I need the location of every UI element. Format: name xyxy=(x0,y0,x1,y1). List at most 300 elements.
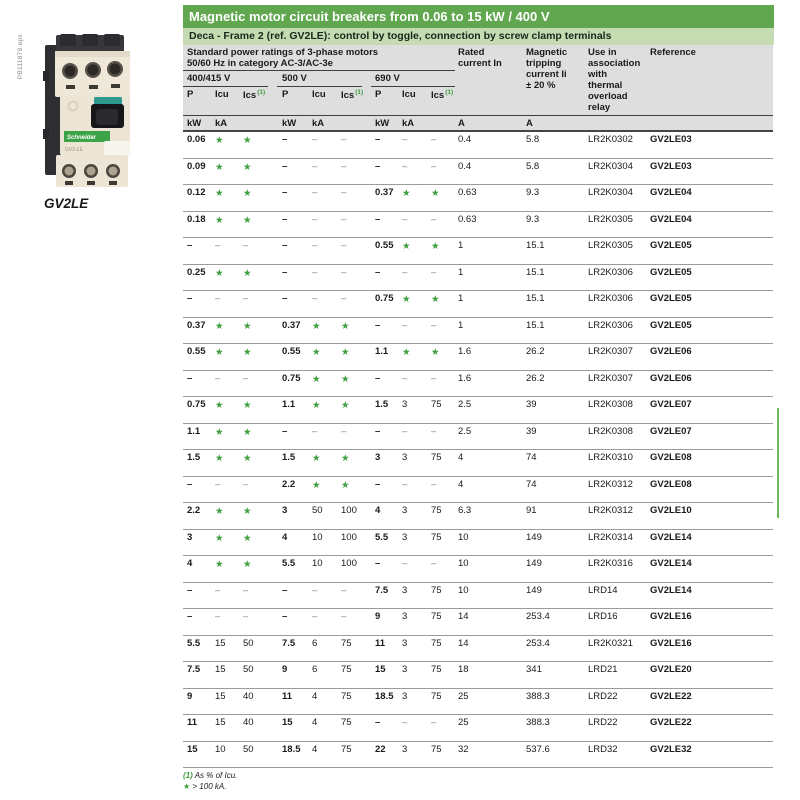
star-icon-icu-400415: ★ xyxy=(215,214,224,226)
cell-reference: GV2LE05 xyxy=(650,266,692,278)
table-row xyxy=(183,503,773,530)
cell-icu-500: 6 xyxy=(312,637,318,649)
star-icon-ics-400415: ★ xyxy=(243,453,252,464)
cell-overload-relay-ref: LR2K0304 xyxy=(588,160,633,172)
star-icon-ics-400415: ★ xyxy=(243,347,252,358)
subcol-header: Ics$^{(1)}$ xyxy=(243,89,266,101)
cell-icu-500: – xyxy=(312,240,318,251)
unit-label: kW xyxy=(282,118,297,129)
cell-p-400415: 2.2 xyxy=(187,505,201,516)
cell-ics-690: – xyxy=(431,717,437,728)
star-icon-ics-400415: ★ xyxy=(243,320,252,332)
cell-icu-500: – xyxy=(312,213,318,225)
cell-ics-690: – xyxy=(431,266,437,278)
cell-ics-500: – xyxy=(341,584,347,596)
cell-p-400415: 9 xyxy=(187,690,193,702)
star-icon-icu-400415: ★ xyxy=(215,267,224,279)
subcol-header: Icu xyxy=(312,89,326,100)
cell-p-690: 18.5 xyxy=(375,690,394,702)
cell-ics-500: – xyxy=(341,187,347,198)
divider-line xyxy=(277,86,362,87)
cell-overload-relay-ref: LR2K0305 xyxy=(588,240,633,251)
cell-magnetic-tripping-ii: 388.3 xyxy=(526,717,550,728)
cell-icu-690: 3 xyxy=(402,690,408,702)
table-row xyxy=(183,212,773,239)
cell-icu-400415: 15 xyxy=(215,664,226,675)
table-row xyxy=(183,742,773,769)
cell-reference: GV2LE14 xyxy=(650,584,692,596)
cell-p-500: – xyxy=(282,584,288,596)
cell-icu-690: 3 xyxy=(402,664,408,675)
cell-p-690: 7.5 xyxy=(375,584,389,596)
cell-p-500: 0.37 xyxy=(282,319,301,331)
cell-magnetic-tripping-ii: 5.8 xyxy=(526,134,540,145)
cell-icu-400415: – xyxy=(215,293,221,304)
cell-icu-400415: 15 xyxy=(215,717,226,728)
star-icon-icu-400415: ★ xyxy=(215,453,224,464)
table-row xyxy=(183,291,773,318)
cell-rated-current-in: 2.5 xyxy=(458,425,472,437)
cell-p-400415: 5.5 xyxy=(187,637,201,649)
cell-p-400415: 15 xyxy=(187,743,198,755)
cell-overload-relay-ref: LRD22 xyxy=(588,690,618,702)
divider-line xyxy=(183,86,268,87)
cell-magnetic-tripping-ii: 74 xyxy=(526,478,537,490)
cell-icu-690: – xyxy=(402,717,408,728)
cell-magnetic-tripping-ii: 15.1 xyxy=(526,240,545,251)
cell-icu-400415: – xyxy=(215,611,221,622)
cell-p-690: 15 xyxy=(375,664,386,675)
cell-ics-500: 100 xyxy=(341,505,357,516)
subcol-header: Icu xyxy=(402,89,416,100)
cell-icu-690: 3 xyxy=(402,611,408,622)
cell-p-690: – xyxy=(375,213,381,225)
cell-p-400415: – xyxy=(187,478,193,490)
unit-label: kA xyxy=(312,118,325,129)
star-icon-ics-500: ★ xyxy=(341,373,350,385)
cell-magnetic-tripping-ii: 15.1 xyxy=(526,293,545,304)
star-icon-icu-690: ★ xyxy=(402,188,411,199)
star-icon-icu-400415: ★ xyxy=(215,135,224,146)
device-model-text: GV2-LE xyxy=(65,147,83,153)
cell-ics-500: – xyxy=(341,160,347,172)
cell-magnetic-tripping-ii: 74 xyxy=(526,452,537,463)
cell-icu-690: – xyxy=(402,266,408,278)
cell-icu-400415: 10 xyxy=(215,743,226,755)
cell-ics-500: – xyxy=(341,240,347,251)
footnote-text: As % of Icu. xyxy=(192,771,238,780)
cell-magnetic-tripping-ii: 15.1 xyxy=(526,266,545,278)
table-row xyxy=(183,636,773,663)
cell-p-500: 2.2 xyxy=(282,478,296,490)
cell-ics-690: – xyxy=(431,134,437,145)
cell-overload-relay-ref: LR2K0310 xyxy=(588,452,633,463)
unit-label: kW xyxy=(187,118,202,129)
cell-p-690: 5.5 xyxy=(375,531,389,543)
cell-ics-500: – xyxy=(341,611,347,622)
cell-icu-690: – xyxy=(402,478,408,490)
cell-ics-400415: – xyxy=(243,478,249,490)
cell-magnetic-tripping-ii: 26.2 xyxy=(526,372,545,384)
star-icon-icu-400415: ★ xyxy=(215,426,224,438)
group-header-line2: 50/60 Hz in category AC-3/AC-3e xyxy=(187,58,333,69)
cell-icu-500: 6 xyxy=(312,664,318,675)
table-row xyxy=(183,477,773,504)
cell-icu-500: 4 xyxy=(312,743,318,755)
magnetic-tripping-header: Magnetic xyxy=(526,47,568,58)
cell-rated-current-in: 1 xyxy=(458,266,464,278)
cell-icu-500: – xyxy=(312,187,318,198)
cell-magnetic-tripping-ii: 9.3 xyxy=(526,213,540,225)
cell-reference: GV2LE22 xyxy=(650,690,692,702)
cell-reference: GV2LE08 xyxy=(650,452,692,463)
cell-overload-relay-ref: LR2K0307 xyxy=(588,372,633,384)
cell-icu-500: – xyxy=(312,293,318,304)
cell-overload-relay-ref: LRD14 xyxy=(588,584,618,596)
star-icon-icu-500: ★ xyxy=(312,400,321,411)
cell-overload-relay-ref: LRD22 xyxy=(588,717,618,728)
cell-magnetic-tripping-ii: 26.2 xyxy=(526,346,545,357)
rated-current-header: current In xyxy=(458,58,502,69)
table-row xyxy=(183,530,773,557)
subcol-header: P xyxy=(375,89,382,100)
subcol-header: Ics$^{(1)}$ xyxy=(431,89,454,101)
cell-overload-relay-ref: LR2K0308 xyxy=(588,425,633,437)
table-row xyxy=(183,662,773,689)
cell-p-400415: 0.37 xyxy=(187,319,206,331)
cell-overload-relay-ref: LR2K0306 xyxy=(588,293,633,304)
cell-p-500: – xyxy=(282,266,288,278)
cell-p-690: – xyxy=(375,372,381,384)
table-row xyxy=(183,556,773,583)
product-photo xyxy=(42,33,138,193)
star-icon-icu-400415: ★ xyxy=(215,506,224,517)
cell-ics-690: 75 xyxy=(431,452,442,463)
cell-p-500: 0.75 xyxy=(282,372,301,384)
table-row xyxy=(183,265,773,292)
cell-rated-current-in: 0.63 xyxy=(458,213,477,225)
cell-magnetic-tripping-ii: 39 xyxy=(526,399,537,410)
star-icon-ics-690: ★ xyxy=(431,347,440,358)
star-icon-icu-400415: ★ xyxy=(215,559,224,570)
cell-p-400415: – xyxy=(187,240,193,251)
cell-overload-relay-ref: LR2K0306 xyxy=(588,266,633,278)
cell-reference: GV2LE32 xyxy=(650,743,692,755)
cell-icu-690: 3 xyxy=(402,399,408,410)
cell-rated-current-in: 14 xyxy=(458,611,469,622)
star-icon-ics-400415: ★ xyxy=(243,135,252,146)
cell-ics-690: – xyxy=(431,425,437,437)
cell-p-500: 4 xyxy=(282,531,288,543)
cell-p-690: 3 xyxy=(375,452,381,463)
cell-ics-690: – xyxy=(431,372,437,384)
star-icon-ics-690: ★ xyxy=(431,241,440,252)
star-icon-ics-690: ★ xyxy=(431,294,440,305)
overload-relay-header: overload xyxy=(588,91,628,102)
cell-p-500: 7.5 xyxy=(282,637,296,649)
cell-ics-400415: – xyxy=(243,372,249,384)
cell-ics-690: 75 xyxy=(431,664,442,675)
cell-rated-current-in: 1.6 xyxy=(458,372,472,384)
cell-p-500: – xyxy=(282,240,288,251)
cell-rated-current-in: 10 xyxy=(458,584,469,596)
cell-magnetic-tripping-ii: 341 xyxy=(526,664,542,675)
star-icon-icu-690: ★ xyxy=(402,241,411,252)
cell-p-690: 4 xyxy=(375,505,381,516)
cell-rated-current-in: 2.5 xyxy=(458,399,472,410)
cell-icu-690: – xyxy=(402,425,408,437)
cell-rated-current-in: 1 xyxy=(458,319,464,331)
cell-reference: GV2LE06 xyxy=(650,372,692,384)
star-icon-ics-400415: ★ xyxy=(243,267,252,279)
cell-p-400415: 0.06 xyxy=(187,134,206,145)
magnetic-tripping-header: current Ii xyxy=(526,69,567,80)
divider-line xyxy=(183,70,455,71)
table-row xyxy=(183,583,773,610)
cell-icu-690: – xyxy=(402,160,408,172)
cell-ics-500: 75 xyxy=(341,743,352,755)
cell-icu-500: 4 xyxy=(312,690,318,702)
cell-overload-relay-ref: LRD32 xyxy=(588,743,618,755)
cell-icu-400415: – xyxy=(215,372,221,384)
cell-p-400415: 11 xyxy=(187,717,198,728)
cell-overload-relay-ref: LRD21 xyxy=(588,664,618,675)
cell-rated-current-in: 1 xyxy=(458,293,464,304)
cell-p-400415: – xyxy=(187,372,193,384)
cell-icu-500: – xyxy=(312,160,318,172)
cell-p-500: – xyxy=(282,425,288,437)
table-body xyxy=(183,132,773,768)
cell-p-500: – xyxy=(282,293,288,304)
cell-p-400415: 0.75 xyxy=(187,399,206,410)
star-icon-ics-690: ★ xyxy=(431,188,440,199)
subcol-header: Icu xyxy=(215,89,229,100)
cell-ics-690: 75 xyxy=(431,637,442,649)
cell-overload-relay-ref: LR2K0306 xyxy=(588,319,633,331)
cell-ics-400415: – xyxy=(243,293,249,304)
cell-p-400415: – xyxy=(187,584,193,596)
cell-magnetic-tripping-ii: 388.3 xyxy=(526,690,550,702)
star-icon: ★ xyxy=(183,781,191,791)
cell-p-500: 3 xyxy=(282,505,288,516)
star-icon-icu-500: ★ xyxy=(312,320,321,332)
cell-icu-500: – xyxy=(312,584,318,596)
cell-overload-relay-ref: LRD16 xyxy=(588,611,618,622)
table-row xyxy=(183,424,773,451)
magnetic-tripping-header: tripping xyxy=(526,58,562,69)
star-icon-icu-690: ★ xyxy=(402,347,411,358)
cell-p-400415: 0.18 xyxy=(187,213,206,225)
star-icon-icu-500: ★ xyxy=(312,347,321,358)
cell-p-500: – xyxy=(282,611,288,622)
cell-ics-690: 75 xyxy=(431,584,442,596)
table-row xyxy=(183,371,773,398)
cell-rated-current-in: 0.63 xyxy=(458,187,477,198)
group-header-line1: Standard power ratings of 3-phase motors xyxy=(187,47,379,58)
star-icon-icu-500: ★ xyxy=(312,479,321,491)
cell-overload-relay-ref: LR2K0305 xyxy=(588,213,633,225)
datasheet-main xyxy=(183,5,774,792)
cell-reference: GV2LE03 xyxy=(650,160,692,172)
table-row xyxy=(183,689,773,716)
table-row xyxy=(183,397,773,424)
cell-rated-current-in: 6.3 xyxy=(458,505,472,516)
cell-p-690: – xyxy=(375,558,381,569)
cell-icu-690: 3 xyxy=(402,584,408,596)
cell-p-500: 1.1 xyxy=(282,399,296,410)
cell-magnetic-tripping-ii: 149 xyxy=(526,531,542,543)
table-row xyxy=(183,715,773,742)
table-row xyxy=(183,132,773,159)
cell-rated-current-in: 4 xyxy=(458,478,464,490)
cell-reference: GV2LE05 xyxy=(650,240,692,251)
page-edge-marker xyxy=(777,408,779,518)
cell-magnetic-tripping-ii: 5.8 xyxy=(526,160,540,172)
cell-ics-690: 75 xyxy=(431,505,442,516)
cell-icu-400415: – xyxy=(215,584,221,596)
cell-ics-500: – xyxy=(341,134,347,145)
star-icon-ics-400415: ★ xyxy=(243,506,252,517)
cell-reference: GV2LE04 xyxy=(650,213,692,225)
cell-magnetic-tripping-ii: 253.4 xyxy=(526,611,550,622)
cell-ics-500: 100 xyxy=(341,531,357,543)
cell-ics-500: – xyxy=(341,425,347,437)
cell-p-690: 1.1 xyxy=(375,346,389,357)
cell-p-690: 9 xyxy=(375,611,381,622)
cell-p-500: – xyxy=(282,213,288,225)
cell-magnetic-tripping-ii: 253.4 xyxy=(526,637,550,649)
voltage-group-header: 500 V xyxy=(282,73,307,84)
cell-reference: GV2LE07 xyxy=(650,399,692,410)
cell-rated-current-in: 0.4 xyxy=(458,134,472,145)
overload-relay-header: thermal xyxy=(588,80,623,91)
cell-p-400415: – xyxy=(187,293,193,304)
cell-ics-500: – xyxy=(341,213,347,225)
cell-magnetic-tripping-ii: 15.1 xyxy=(526,319,545,331)
star-icon-icu-400415: ★ xyxy=(215,320,224,332)
cell-icu-500: – xyxy=(312,134,318,145)
table-row xyxy=(183,159,773,186)
star-icon-ics-500: ★ xyxy=(341,479,350,491)
ics-note-marker: (1) xyxy=(257,89,266,96)
cell-magnetic-tripping-ii: 9.3 xyxy=(526,187,540,198)
cell-rated-current-in: 18 xyxy=(458,664,469,675)
cell-p-690: 0.55 xyxy=(375,240,394,251)
page-title: Magnetic motor circuit breakers from 0.06 to 15 kW / 400 V xyxy=(183,5,774,28)
cell-p-500: 11 xyxy=(282,690,293,702)
cell-icu-690: – xyxy=(402,558,408,569)
unit-label: kA xyxy=(215,118,228,129)
cell-ics-400415: – xyxy=(243,584,249,596)
star-icon-icu-690: ★ xyxy=(402,294,411,305)
cell-rated-current-in: 10 xyxy=(458,558,469,569)
cell-p-400415: – xyxy=(187,611,193,622)
divider-line xyxy=(371,86,455,87)
cell-ics-500: 75 xyxy=(341,690,352,702)
cell-overload-relay-ref: LR2K0321 xyxy=(588,637,633,649)
cell-rated-current-in: 4 xyxy=(458,452,464,463)
cell-icu-500: – xyxy=(312,425,318,437)
cell-p-500: 0.55 xyxy=(282,346,301,357)
cell-icu-690: – xyxy=(402,134,408,145)
rated-current-header: Rated xyxy=(458,47,485,58)
cell-icu-500: 4 xyxy=(312,717,318,728)
cell-icu-690: 3 xyxy=(402,505,408,516)
cell-ics-690: 75 xyxy=(431,531,442,543)
cell-icu-500: – xyxy=(312,611,318,622)
cell-reference: GV2LE04 xyxy=(650,187,692,198)
cell-rated-current-in: 32 xyxy=(458,743,469,755)
cell-overload-relay-ref: LR2K0308 xyxy=(588,399,633,410)
reference-header: Reference xyxy=(650,47,696,58)
cell-p-400415: 7.5 xyxy=(187,664,201,675)
cell-overload-relay-ref: LR2K0316 xyxy=(588,558,633,569)
cell-icu-500: – xyxy=(312,266,318,278)
cell-overload-relay-ref: LR2K0302 xyxy=(588,134,633,145)
cell-ics-690: 75 xyxy=(431,399,442,410)
voltage-group-header: 690 V xyxy=(375,73,400,84)
cell-p-500: 9 xyxy=(282,664,288,675)
star-icon-ics-400415: ★ xyxy=(243,400,252,411)
table-header xyxy=(183,45,773,132)
cell-ics-400415: 50 xyxy=(243,637,254,649)
product-caption: GV2LE xyxy=(44,196,89,211)
cell-rated-current-in: 1 xyxy=(458,240,464,251)
cell-p-690: 1.5 xyxy=(375,399,389,410)
cell-reference: GV2LE14 xyxy=(650,558,692,569)
table-row xyxy=(183,450,773,477)
star-icon-icu-500: ★ xyxy=(312,453,321,464)
device-brand-text: Schneider xyxy=(67,135,97,141)
cell-ics-690: 75 xyxy=(431,611,442,622)
cell-reference: GV2LE03 xyxy=(650,134,692,145)
cell-icu-690: 3 xyxy=(402,531,408,543)
cell-p-690: 22 xyxy=(375,743,386,755)
footnotes xyxy=(183,771,774,792)
cell-reference: GV2LE22 xyxy=(650,717,692,728)
cell-icu-690: – xyxy=(402,319,408,331)
cell-overload-relay-ref: LR2K0312 xyxy=(588,505,633,516)
page-subtitle: Deca - Frame 2 (ref. GV2LE): control by toggle, connection by screw clamp terminals xyxy=(183,28,774,45)
table-row xyxy=(183,609,773,636)
cell-p-500: 15 xyxy=(282,717,293,728)
star-icon-ics-500: ★ xyxy=(341,320,350,332)
cell-rated-current-in: 14 xyxy=(458,637,469,649)
cell-ics-400415: 40 xyxy=(243,690,254,702)
overload-relay-header: association xyxy=(588,58,641,69)
ics-note-marker: (1) xyxy=(355,89,364,96)
cell-magnetic-tripping-ii: 91 xyxy=(526,505,537,516)
cell-rated-current-in: 25 xyxy=(458,717,469,728)
cell-p-400415: 0.25 xyxy=(187,266,206,278)
cell-p-690: 11 xyxy=(375,637,386,649)
cell-icu-690: – xyxy=(402,372,408,384)
cell-reference: GV2LE20 xyxy=(650,664,692,675)
cell-ics-690: – xyxy=(431,319,437,331)
cell-ics-500: 75 xyxy=(341,664,352,675)
star-icon-ics-400415: ★ xyxy=(243,426,252,438)
table-row xyxy=(183,185,773,212)
star-icon-icu-500: ★ xyxy=(312,373,321,385)
star-icon-ics-500: ★ xyxy=(341,347,350,358)
unit-label: kA xyxy=(402,118,415,129)
star-icon-ics-500: ★ xyxy=(341,453,350,464)
cell-overload-relay-ref: LR2K0312 xyxy=(588,478,633,490)
overload-relay-header: relay xyxy=(588,102,611,113)
cell-overload-relay-ref: LR2K0314 xyxy=(588,531,633,543)
cell-p-690: – xyxy=(375,425,381,437)
cell-p-690: 0.75 xyxy=(375,293,394,304)
